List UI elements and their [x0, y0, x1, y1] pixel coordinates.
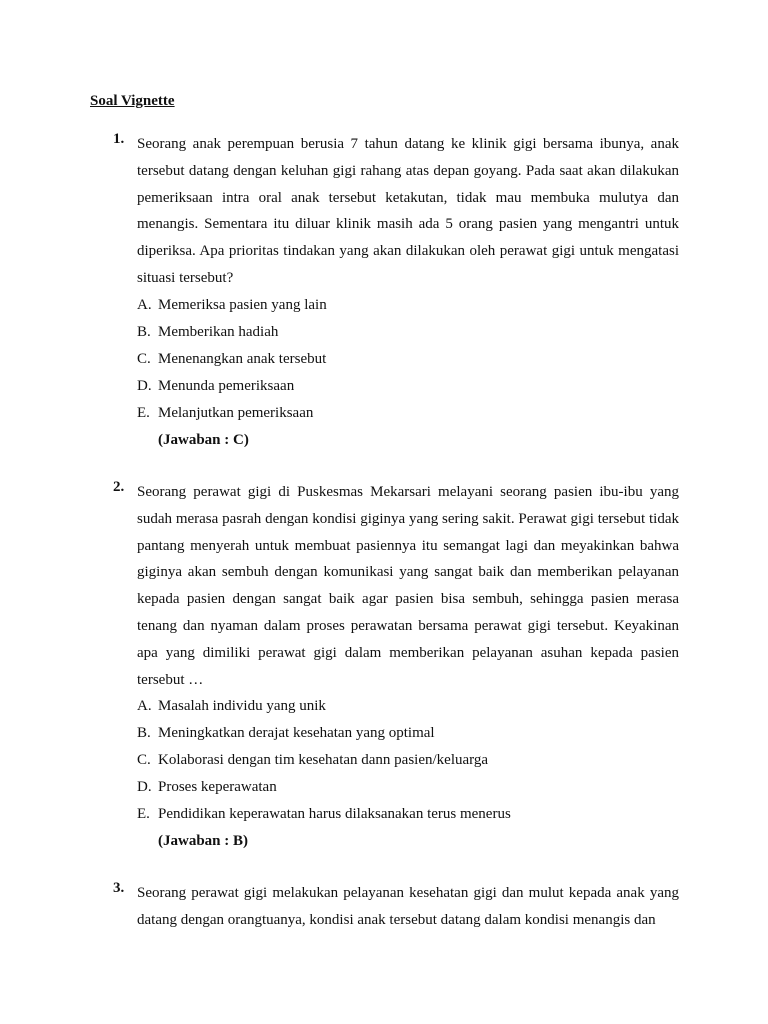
option-letter: D.	[137, 377, 152, 394]
option-d	[137, 373, 679, 400]
question-body	[137, 131, 679, 454]
option-text: Memberikan hadiah	[158, 323, 279, 340]
question-2	[113, 479, 679, 855]
option-c	[137, 747, 679, 774]
option-letter: D.	[137, 779, 152, 796]
option-list	[137, 693, 679, 828]
question-number: 2.	[113, 479, 125, 495]
option-text: Meningkatkan derajat kesehatan yang optimal	[158, 725, 435, 742]
option-b	[137, 319, 679, 346]
option-letter: C.	[137, 350, 151, 367]
option-letter: E.	[137, 404, 150, 421]
question-body	[137, 880, 679, 934]
option-a	[137, 693, 679, 720]
option-c	[137, 346, 679, 373]
option-letter: B.	[137, 323, 151, 340]
answer-key: (Jawaban : B)	[158, 833, 249, 850]
option-d	[137, 774, 679, 801]
document-title: Soal Vignette	[90, 93, 175, 109]
option-list	[137, 292, 679, 427]
question-text: Seorang perawat gigi melakukan pelayanan kesehatan gigi dan mulut kepada anak yang datang dengan orangtuanya, kondisi anak tersebut datang dalam kondisi menangis dan	[137, 885, 679, 928]
question-text: Seorang anak perempuan berusia 7 tahun datang ke klinik gigi bersama ibunya, anak tersebut datang dengan keluhan gigi rahang atas depan goyang. Pada saat akan dilakukan pemeriksaan intra oral anak tersebut ketakutan, tidak mau membuka mulutya dan menangis. Sementara itu diluar klinik masih ada 5 orang pasien yang mengantri untuk diperiksa. Apa prioritas tindakan yang akan dilakukan oleh perawat gigi untuk mengatasi situasi tersebut?	[137, 136, 679, 286]
question-3	[113, 880, 679, 934]
option-e	[137, 400, 679, 427]
option-text: Proses keperawatan	[158, 779, 277, 796]
option-a	[137, 292, 679, 319]
option-text: Menenangkan anak tersebut	[158, 350, 327, 367]
option-text: Menunda pemeriksaan	[158, 377, 295, 394]
option-letter: E.	[137, 806, 150, 823]
question-body	[137, 479, 679, 855]
answer-key: (Jawaban : C)	[158, 431, 249, 448]
option-e	[137, 801, 679, 828]
question-text: Seorang perawat gigi di Puskesmas Mekarsari melayani seorang pasien ibu-ibu yang sudah merasa pasrah dengan kondisi giginya yang sering sakit. Perawat gigi tersebut tidak pantang menyerah untuk membuat pasiennya itu semangat lagi dan meyakinkan bahwa giginya akan sembuh dengan komunikasi yang sangat baik dan memberikan pelayanan kepada pasien dengan sangat baik agar pasien bisa sembuh, sehingga pasien merasa tenang dan nyaman dalam proses perawatan bersama perawat gigi tersebut. Keyakinan apa yang dimiliki perawat gigi dalam memberikan pelayanan asuhan kepada pasien tersebut …	[137, 484, 679, 688]
option-text: Pendidikan keperawatan harus dilaksanakan terus menerus	[158, 806, 511, 823]
option-text: Melanjutkan pemeriksaan	[158, 404, 314, 421]
option-letter: A.	[137, 698, 152, 715]
option-b	[137, 720, 679, 747]
option-letter: A.	[137, 296, 152, 313]
question-1	[113, 131, 679, 454]
question-number: 1.	[113, 131, 125, 147]
question-number: 3.	[113, 880, 125, 896]
option-text: Kolaborasi dengan tim kesehatan dann pasien/keluarga	[158, 752, 489, 769]
option-letter: B.	[137, 725, 151, 742]
option-letter: C.	[137, 752, 151, 769]
option-text: Masalah individu yang unik	[158, 698, 326, 715]
option-text: Memeriksa pasien yang lain	[158, 296, 327, 313]
